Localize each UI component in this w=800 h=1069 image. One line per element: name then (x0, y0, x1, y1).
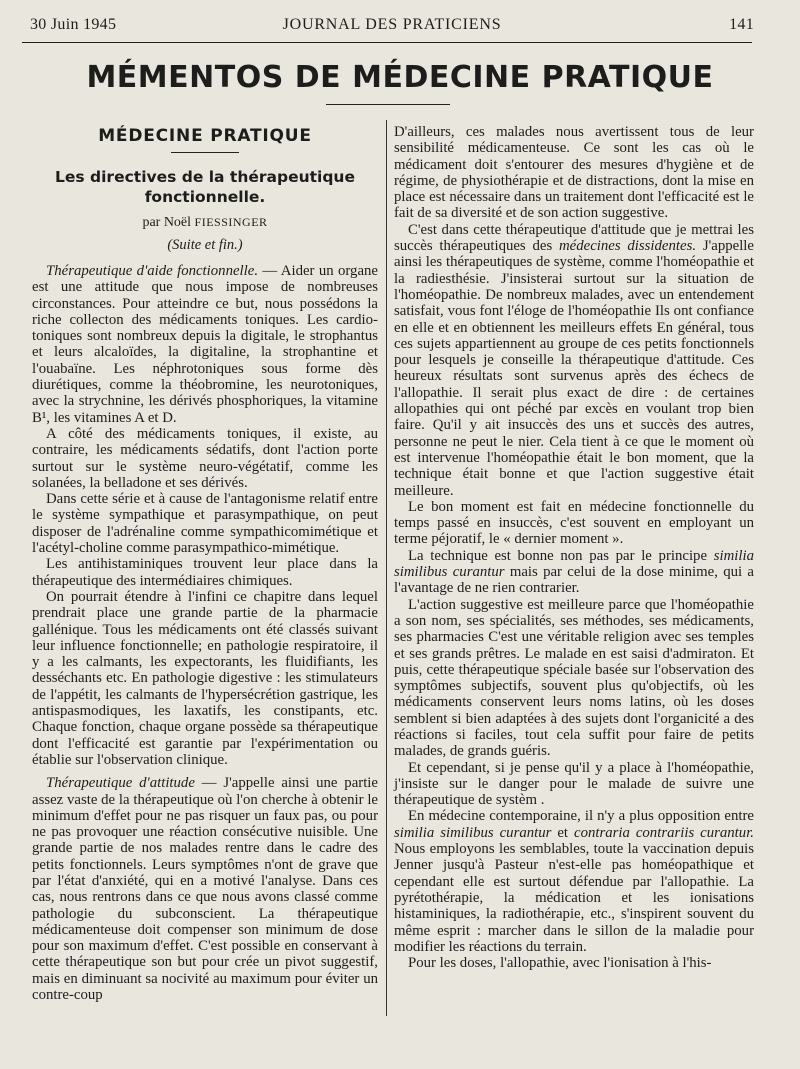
paragraph-text: — Aider un organe est une attitude que nous impose de nombreuses circonstances. Pour atteindre ce but, nous possédons la riche collecton des médicaments toniques. Les cardio-toniques sont nombreux depuis la digitale, le strophantus et leurs alcaloïdes, la digitaline, la strophantine et l'ouabaïne. Les néphrotoniques sous forme dès diurétiques, comme la théobromine, les neurotoniques, avec la strychnine, les dérivés phosphoriques, la vitamine B¹, les vitamines A et D. (32, 263, 378, 426)
italic-term: médecines dissidentes. (558, 238, 697, 255)
paragraph: On pourrait étendre à l'infini ce chapitre dans lequel prendrait place une grande partie de la pharmacie gallénique. Tous les médicaments ont été classés suivant leur influence fonctionnelle; en pathologie respiratoire, il y a les calmants, les expectorants, les fluidifiants, les desséchants etc. En pathologie digestive : les stimulateurs de l'appétit, les calmants de l'hypersécrétion gastrique, les antispasmodiques, les laxatifs, les constipants, etc. Chaque fonction, chaque organe possède sa thérapeutique dont l'efficacité est garantie par l'expérimentation ou établie sur l'observation clinique. (32, 588, 378, 768)
paragraph-text: C'est dans cette thérapeutique d'attitude que je mettrai les succès thérapeutiques des (394, 221, 754, 255)
right-column (394, 124, 754, 971)
byline-prefix: par Noël (142, 215, 195, 230)
page-title: MÉMENTOS DE MÉDECINE PRATIQUE (86, 60, 714, 95)
paragraph (394, 808, 754, 955)
italic-term: contraria contrariis curantur. (574, 824, 755, 841)
paragraph (32, 775, 378, 1003)
title-rule (326, 104, 450, 105)
paragraph (394, 222, 754, 499)
author-name: FIESSINGER (194, 215, 268, 229)
header-rule (22, 42, 752, 43)
paragraph: Les antihistaminiques trouvent leur place dans la thérapeutique des intermédiaires chimiques. (32, 556, 378, 589)
paragraph-lead: Thérapeutique d'aide fonctionnelle. (46, 263, 259, 279)
paragraph-text: La technique est bonne non pas par le principe (408, 547, 714, 564)
paragraph-lead: Thérapeutique d'attitude (46, 775, 195, 792)
continuation-note: (Suite et fin.) (167, 237, 243, 253)
paragraph: Pour les doses, l'allopathie, avec l'ionisation à l'his- (408, 955, 712, 972)
paragraph (32, 263, 378, 426)
paragraph: L'action suggestive est meilleure parce que l'homéopathie a son nom, ses spécialités, ses méthodes, ses médicaments, ses pharmacies C'est une véritable religion avec ses temples et ses grands prêtres. Le malade en est saisi d'admiraton. Et puis, cette thérapeutique spéciale basée sur l'observation des symptômes subjectifs, souvent plus qu'objectifs, où les médicaments conservent leurs noms latins, où les doses semblent si bien adaptées à des sujets dont l'organicité a des réactions si faciles, tout cela suffit pour faire de petits malades, de grands guéris. (394, 596, 754, 760)
paragraph-text: — J'appelle ainsi une partie assez vaste de la thérapeutique où l'on cherche à obtenir le minimum d'effet pour ne pas risquer un faux pas, ou pour ne pas provoquer une réaction consécutive nuisible. Une grande partie de nos malades rentre dans le cadre des petits fonctionnels. Leurs symptômes n'ont de grave que par l'état d'anxiété, qui en a motivé l'analyse. Dans ces cas, nous rentrons dans ce que nous avons classé comme pathologie du subconscient. La thérapeutique médicamenteuse doit compenser son minimum de dose pour son maximum d'effet. C'est possible en conservant à cette thérapeutique son but pour crée un pivot suggestif, mais en diminuant sa nocivité au maximum pour éviter un contre-coup (32, 775, 378, 1004)
paragraph-text: J'appelle ainsi les thérapeutiques de système, comme l'homéopathie et la radiesthésie. J'insisterai surtout sur la situation de l'homéopathie. De nombreux malades, avec un entendement satisfait, vous font l'éloge de l'homéopathie Ils ont confiance en elle et en obtiennent les meilleurs effets En général, tous ces sujets appartiennent au groupe de ces petits fonctionnels pour lesquels je conseille la thérapeutique d'attitude. Ces heureux résultats sont survenus après des échecs de l'allopathie. Il serait plus exact de dire : de certaines allopathies qui ont péché par excès en voulant trop bien faire. Qu'il y ait insuccès des uns et succès des autres, personne ne peut le nier. Cela tient à ce que le moment où est intervenue l'homéopathie était le bon moment, que la technique était bonne et que l'action suggestive était meilleure. (394, 238, 754, 499)
paragraph-text: En médecine contemporaine, il n'y a plus opposition entre (408, 808, 754, 825)
paragraph: A côté des médicaments toniques, il existe, au contraire, les médicaments sédatifs, dont l'action porte surtout sur le système neuro-végétatif, comme les solanées, la belladone et ses dérivés. (32, 425, 378, 491)
column-divider (386, 120, 387, 1016)
journal-name: JOURNAL DES PRATICIENS (282, 16, 502, 33)
left-column (32, 118, 378, 1003)
paragraph-text: mais par celui de la dose minime, qui a l'avantage de ne rien contrarier. (394, 564, 754, 597)
italic-term: similia similibus curantur (394, 547, 754, 581)
italic-term: similia similibus curantur (394, 824, 552, 841)
section-title: MÉDECINE PRATIQUE (98, 126, 312, 146)
paragraph: Dans cette série et à cause de l'antagonisme relatif entre le système sympathique et parasympathique, on peut disposer de l'adrénaline comme sympathicomimétique et l'acétyl-choline comme parasympathico-mimétique. (32, 491, 378, 557)
page-number: 141 (729, 16, 754, 33)
article-title: Les directives de la thérapeutique fonctionnelle. (55, 168, 355, 206)
section-rule (171, 152, 239, 153)
paragraph: D'ailleurs, ces malades nous avertissent tous de leur sensibilité médicamenteuse. Ce sont les cas où le médicament doit s'entourer des mesures d'hygiène et de régime, de physiothérapie et de distractions, dont la mise en place est nécessaire dans un traitement dont l'efficacité est le fait de sa diversité et de son action suggestive. (394, 124, 754, 222)
issue-date: 30 Juin 1945 (30, 16, 117, 33)
paragraph-text: Nous employons les semblables, toute la vaccination depuis Jenner jusqu'à Pasteur n'est-elle pas homéopathique et cependant elle est surtout défendue par l'allopathie. La pyrétothérapie, la médication et les ionisations histaminiques, la radiothérapie, etc., s'inspirent souvent du même esprit : marcher dans le sillon de la maladie pour modifier les réactions du terrain. (394, 841, 754, 955)
running-header (30, 16, 754, 38)
paragraph (394, 548, 754, 597)
paragraph: Le bon moment est fait en médecine fonctionnelle du temps passé en insuccès, c'est souvent en employant un terme péjoratif, le « dernier moment ». (394, 498, 754, 548)
paragraph-text: et (551, 824, 574, 841)
byline (32, 215, 378, 231)
paragraph: Et cependant, si je pense qu'il y a place à l'homéopathie, j'insiste sur le danger pour le malade de suivre une thérapeutique de systèm . (394, 759, 754, 809)
